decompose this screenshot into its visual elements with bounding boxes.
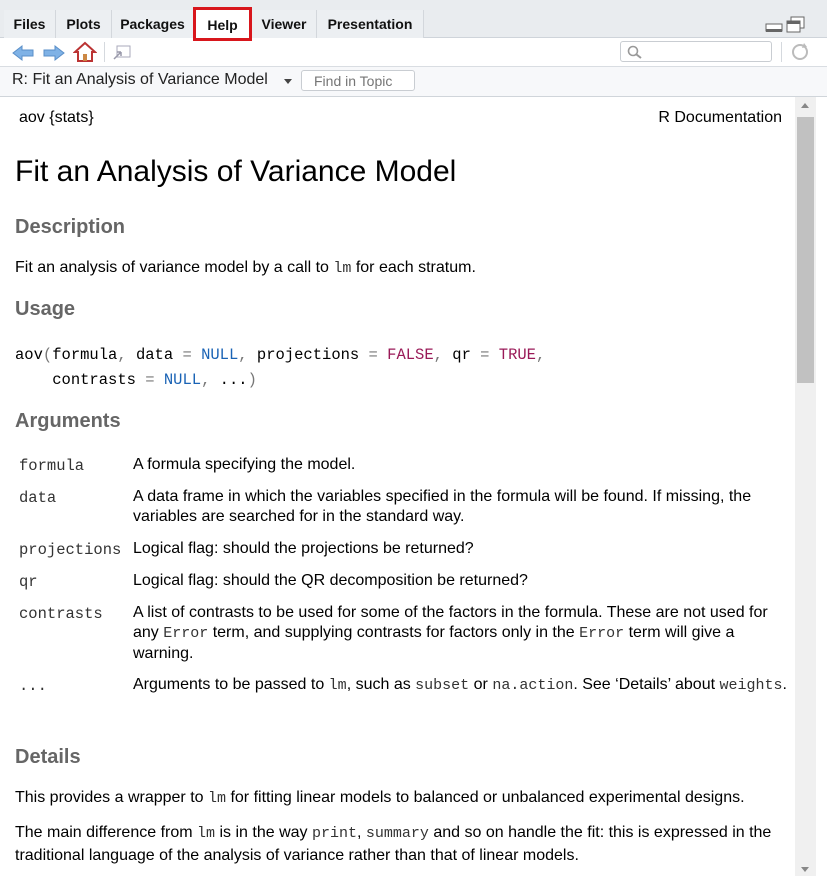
text: The main difference from <box>15 824 198 841</box>
doc-package-label: aov {stats} <box>19 109 94 126</box>
code-token: data <box>135 346 174 364</box>
description-text <box>15 257 785 280</box>
text: term, and supplying contrasts for factors only in the <box>208 624 580 641</box>
text: for each stratum. <box>351 259 476 276</box>
text: , such as <box>346 676 416 693</box>
code-token: aov <box>15 346 43 364</box>
text: Fit an analysis of variance model by a call to <box>15 259 334 276</box>
forward-arrow-icon[interactable] <box>43 44 65 62</box>
code-error: Error <box>163 625 209 642</box>
text: for fitting linear models to balanced or unbalanced experimental designs. <box>226 789 745 806</box>
topic-bar <box>0 67 827 97</box>
text: Arguments to be passed to <box>133 676 329 693</box>
tab-help[interactable]: Help <box>193 7 252 41</box>
vertical-scrollbar[interactable] <box>795 97 816 876</box>
help-search-input[interactable] <box>620 41 772 62</box>
search-icon <box>627 45 643 59</box>
tab-presentation[interactable]: Presentation <box>317 10 424 38</box>
text: is in the way <box>215 824 312 841</box>
argument-description: Logical flag: should the projections be returned? <box>133 540 474 557</box>
scrollbar-thumb[interactable] <box>797 117 814 383</box>
tab-plots[interactable]: Plots <box>56 10 112 38</box>
find-in-topic-input[interactable] <box>301 70 415 91</box>
section-heading-usage: Usage <box>15 298 76 320</box>
argument-name: qr <box>19 573 38 591</box>
back-arrow-icon[interactable] <box>12 44 34 62</box>
code-weights: weights <box>719 677 783 694</box>
code-subset: subset <box>415 677 470 694</box>
chevron-down-icon[interactable] <box>284 79 292 84</box>
toolbar-divider <box>781 42 782 62</box>
code-lm: lm <box>333 260 352 277</box>
argument-name: ... <box>19 677 47 695</box>
help-toolbar <box>0 38 827 67</box>
topic-title-dropdown[interactable]: R: Fit an Analysis of Variance Model <box>12 71 268 88</box>
text: . See ‘Details’ about <box>573 676 720 693</box>
code-token: NULL <box>163 371 202 389</box>
argument-description <box>133 675 793 696</box>
help-document <box>4 97 795 876</box>
argument-name: contrasts <box>19 605 103 623</box>
pane-tab-bar <box>0 0 827 38</box>
code-error: Error <box>579 625 625 642</box>
code-token: contrasts <box>52 371 136 389</box>
home-icon[interactable] <box>73 41 97 63</box>
code-na-action: na.action <box>492 677 574 694</box>
doc-source-label: R Documentation <box>658 109 782 126</box>
argument-description: Logical flag: should the QR decomposition be returned? <box>133 572 528 589</box>
code-lm: lm <box>207 790 226 807</box>
scroll-down-icon[interactable] <box>801 867 809 872</box>
show-in-new-window-icon[interactable] <box>112 44 132 62</box>
argument-name: data <box>19 489 57 507</box>
code-token: projections <box>256 346 360 364</box>
argument-description <box>133 603 793 664</box>
section-heading-arguments: Arguments <box>15 410 121 432</box>
pane-edge <box>816 97 827 876</box>
refresh-icon[interactable] <box>790 42 810 62</box>
code-token: qr <box>452 346 471 364</box>
toolbar-divider <box>104 42 105 62</box>
argument-name: projections <box>19 541 122 559</box>
argument-description: A data frame in which the variables specified in the formula will be found. If missing, the variables are searched for in the standard way. <box>133 488 752 525</box>
code-summary: summary <box>365 825 429 842</box>
code-token: ... <box>219 371 248 389</box>
text: . <box>782 676 787 693</box>
tab-viewer[interactable]: Viewer <box>252 10 317 38</box>
text: A list of contrasts to be used for some of the factors in the formula. These are not used for any <box>133 604 768 641</box>
argument-name: formula <box>19 457 85 475</box>
argument-description: A formula specifying the model. <box>133 456 356 473</box>
tab-packages[interactable]: Packages <box>112 10 194 38</box>
minimize-maximize-icon[interactable] <box>765 16 805 34</box>
section-heading-details: Details <box>15 746 81 768</box>
text: or <box>469 676 493 693</box>
text: , <box>356 824 366 841</box>
page-title: Fit an Analysis of Variance Model <box>15 155 457 188</box>
code-lm: lm <box>197 825 216 842</box>
tab-files[interactable]: Files <box>4 10 56 38</box>
code-token: formula <box>52 346 118 364</box>
code-lm: lm <box>328 677 347 694</box>
code-print: print <box>311 825 357 842</box>
details-paragraph <box>15 787 785 810</box>
scroll-up-icon[interactable] <box>801 103 809 108</box>
usage-code: aov(formula, data = NULL, projections = FALSE, qr = TRUE, contrasts = NULL, ...) <box>15 346 546 389</box>
code-token: NULL <box>201 346 239 364</box>
details-paragraph <box>15 822 785 867</box>
text: term will give a warning. <box>133 624 735 662</box>
code-token: FALSE <box>387 346 434 364</box>
code-token: TRUE <box>498 346 536 364</box>
section-heading-description: Description <box>15 216 126 238</box>
text: and so on handle the fit: this is expressed in the traditional language of the analysis of variance rather than that of linear models. <box>15 824 772 864</box>
text: This provides a wrapper to <box>15 789 208 806</box>
